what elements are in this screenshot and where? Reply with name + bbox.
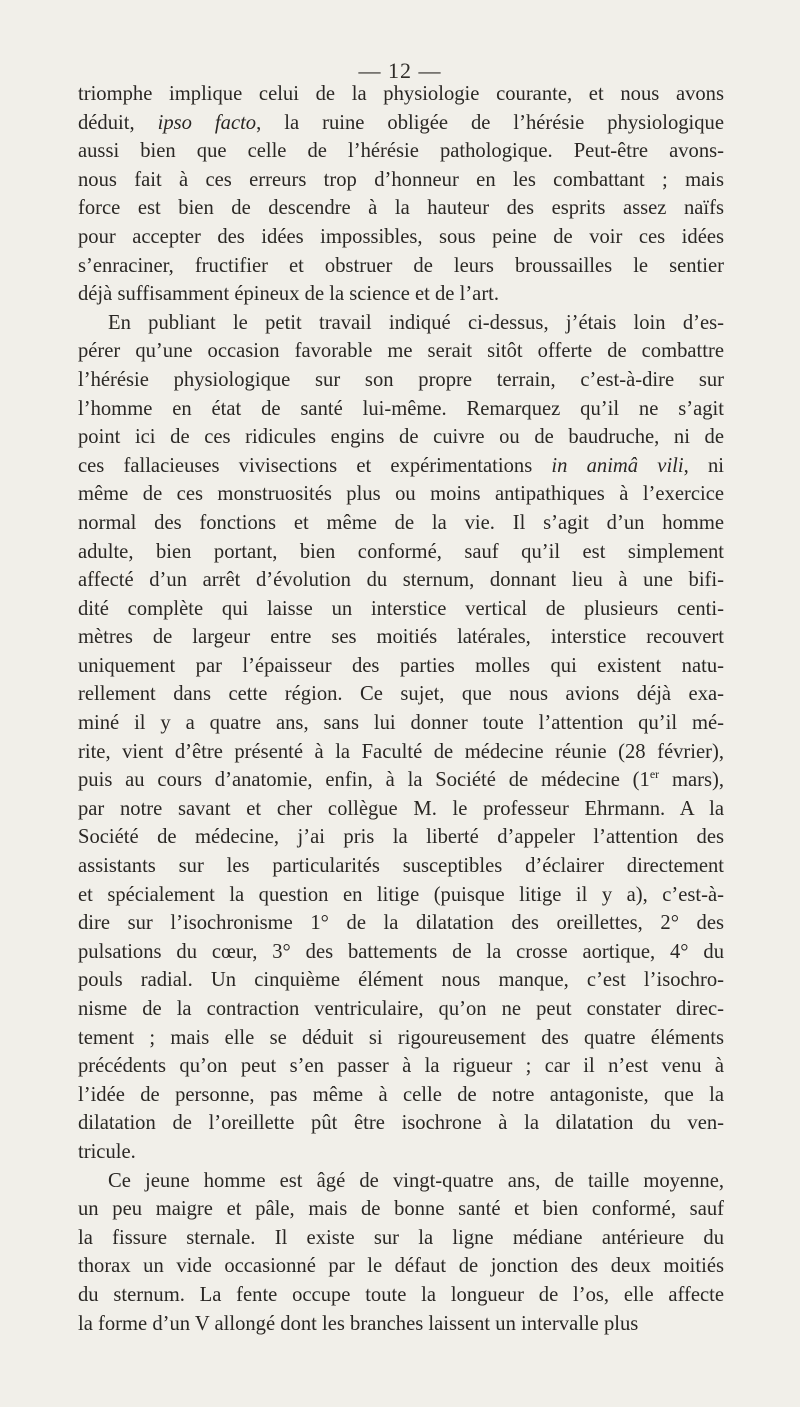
text-line: [78, 423, 724, 452]
text-segment: un peu maigre et pâle, mais de bonne santé et bien conformé, sauf: [78, 1198, 724, 1221]
text-segment: puis au cours d’anatomie, enfin, à la Société de médecine (1: [78, 769, 650, 792]
text-segment: adulte, bien portant, bien conformé, sauf qu’il est simplement: [78, 540, 724, 563]
text-line: [78, 109, 724, 138]
paragraph: [78, 1167, 724, 1339]
text-segment: pérer qu’une occasion favorable me serait sitôt offerte de combattre: [78, 340, 724, 363]
text-line: [78, 509, 724, 538]
text-line: [78, 309, 724, 338]
text-line: [78, 595, 724, 624]
text-line: [78, 1195, 724, 1224]
text-line: [78, 166, 724, 195]
text-line: [78, 223, 724, 252]
text-segment: nisme de la contraction ventriculaire, qu’on ne peut constater direc-: [78, 998, 724, 1020]
text-segment: l’hérésie physiologique sur son propre terrain, c’est-à-dire sur: [78, 368, 724, 391]
text-line: [78, 1252, 724, 1281]
italic-phrase: in animâ vili: [551, 454, 684, 477]
text-line: [78, 623, 724, 652]
paragraph: [78, 80, 724, 309]
text-segment: l’idée de personne, pas même à celle de notre antagoniste, que la: [78, 1083, 724, 1106]
superscript: er: [649, 767, 660, 782]
text-line: [78, 1138, 724, 1167]
text-segment: normal des fonctions et même de la vie. Il s’agit d’un homme: [78, 511, 724, 534]
text-segment: rite, vient d’être présenté à la Faculté de médecine réunie (28 février),: [78, 740, 724, 763]
text-segment: pulsations du cœur, 3° des battements de la crosse aortique, 4° du: [78, 940, 724, 963]
text-segment: affecté d’un arrêt d’évolution du sternum, donnant lieu à une bifi-: [78, 569, 724, 592]
text-line: [78, 566, 724, 595]
text-line: [78, 909, 724, 938]
text-line: [78, 1109, 724, 1138]
text-line: [78, 1167, 724, 1196]
text-segment: même de ces monstruosités plus ou moins antipathiques à l’exercice: [78, 483, 724, 506]
text-segment: mars),: [659, 769, 724, 792]
text-line: [78, 1310, 724, 1339]
text-line: [78, 480, 724, 509]
text-line: [78, 252, 724, 281]
text-segment: dire sur l’isochronisme 1° de la dilatation des oreillettes, 2° des: [78, 912, 724, 935]
text-segment: dilatation de l’oreillette pût être isochrone à la dilatation du ven-: [78, 1112, 724, 1135]
text-line: [78, 366, 724, 395]
text-segment: ces fallacieuses vivisections et expérimentations: [78, 454, 552, 477]
text-line: [78, 995, 724, 1024]
text-line: [78, 137, 724, 166]
text-line: [78, 966, 724, 995]
text-segment: la fissure sternale. Il existe sur la ligne médiane antérieure du: [78, 1226, 724, 1249]
text-segment: Société de médecine, j’ai pris la liberté d’appeler l’attention des: [78, 826, 724, 849]
text-line: [78, 652, 724, 681]
text-segment: s’enraciner, fructifier et obstruer de leurs broussailles le sentier: [78, 254, 724, 277]
text-line: [78, 1224, 724, 1253]
text-line: [78, 452, 724, 481]
text-line: [78, 795, 724, 824]
text-segment: déjà suffisamment épineux de la science et de l’art.: [78, 283, 500, 306]
text-segment: , la ruine obligée de l’hérésie physiologique: [256, 111, 724, 134]
text-line: [78, 337, 724, 366]
text-line: [78, 280, 724, 309]
italic-phrase: ipso facto: [157, 111, 257, 134]
text-line: [78, 709, 724, 738]
text-line: [78, 680, 724, 709]
text-segment: par notre savant et cher collègue M. le professeur Ehrmann. A la: [78, 797, 724, 820]
text-segment: précédents qu’on peut s’en passer à la rigueur ; car il n’est venu à: [78, 1055, 724, 1078]
text-segment: tricule.: [78, 1140, 136, 1163]
text-line: [78, 938, 724, 967]
text-line: [78, 766, 724, 795]
text-line: [78, 1281, 724, 1310]
text-segment: pouls radial. Un cinquième élément nous manque, c’est l’isochro-: [78, 969, 724, 992]
text-segment: Ce jeune homme est âgé de vingt-quatre ans, de taille moyenne,: [108, 1169, 724, 1192]
text-segment: miné il y a quatre ans, sans lui donner toute l’attention qu’il mé-: [78, 712, 724, 735]
text-segment: dité complète qui laisse un interstice vertical de plusieurs centi-: [78, 597, 724, 620]
text-line: [78, 738, 724, 767]
text-segment: rellement dans cette région. Ce sujet, que nous avions déjà exa-: [78, 683, 724, 706]
text-segment: la forme d’un V allongé dont les branches laissent un intervalle plus: [78, 1312, 639, 1335]
text-line: [78, 881, 724, 910]
text-segment: triomphe implique celui de la physiologie courante, et nous avons: [78, 83, 724, 105]
text-segment: du sternum. La fente occupe toute la longueur de l’os, elle affecte: [78, 1283, 724, 1306]
text-line: [78, 194, 724, 223]
text-line: [78, 80, 724, 109]
text-segment: tement ; mais elle se déduit si rigoureusement des quatre éléments: [78, 1026, 724, 1049]
text-segment: mètres de largeur entre ses moitiés latérales, interstice recouvert: [78, 626, 724, 649]
text-segment: et spécialement la question en litige (puisque litige il y a), c’est-à-: [78, 883, 724, 906]
body-text: [78, 80, 724, 1338]
text-line: [78, 1081, 724, 1110]
text-line: [78, 1024, 724, 1053]
text-segment: aussi bien que celle de l’hérésie pathologique. Peut-être avons-: [78, 140, 724, 163]
text-segment: nous fait à ces erreurs trop d’honneur en les combattant ; mais: [78, 168, 724, 191]
text-line: [78, 395, 724, 424]
text-segment: pour accepter des idées impossibles, sous peine de voir ces idées: [78, 225, 724, 248]
text-segment: assistants sur les particularités susceptibles d’éclairer directement: [78, 855, 724, 878]
text-segment: l’homme en état de santé lui-même. Remarquez qu’il ne s’agit: [78, 397, 724, 420]
text-segment: déduit,: [78, 111, 158, 134]
text-line: [78, 538, 724, 567]
text-line: [78, 823, 724, 852]
text-segment: force est bien de descendre à la hauteur des esprits assez naïfs: [78, 197, 724, 220]
text-segment: thorax un vide occasionné par le défaut de jonction des deux moitiés: [78, 1255, 724, 1278]
text-line: [78, 852, 724, 881]
text-line: [78, 1052, 724, 1081]
paragraph: [78, 309, 724, 1167]
text-segment: uniquement par l’épaisseur des parties molles qui existent natu-: [78, 654, 724, 677]
text-segment: point ici de ces ridicules engins de cuivre ou de baudruche, ni de: [78, 426, 724, 449]
text-segment: , ni: [683, 454, 724, 477]
page-number: — 12 —: [358, 58, 442, 83]
text-segment: En publiant le petit travail indiqué ci-dessus, j’étais loin d’es-: [108, 311, 724, 334]
